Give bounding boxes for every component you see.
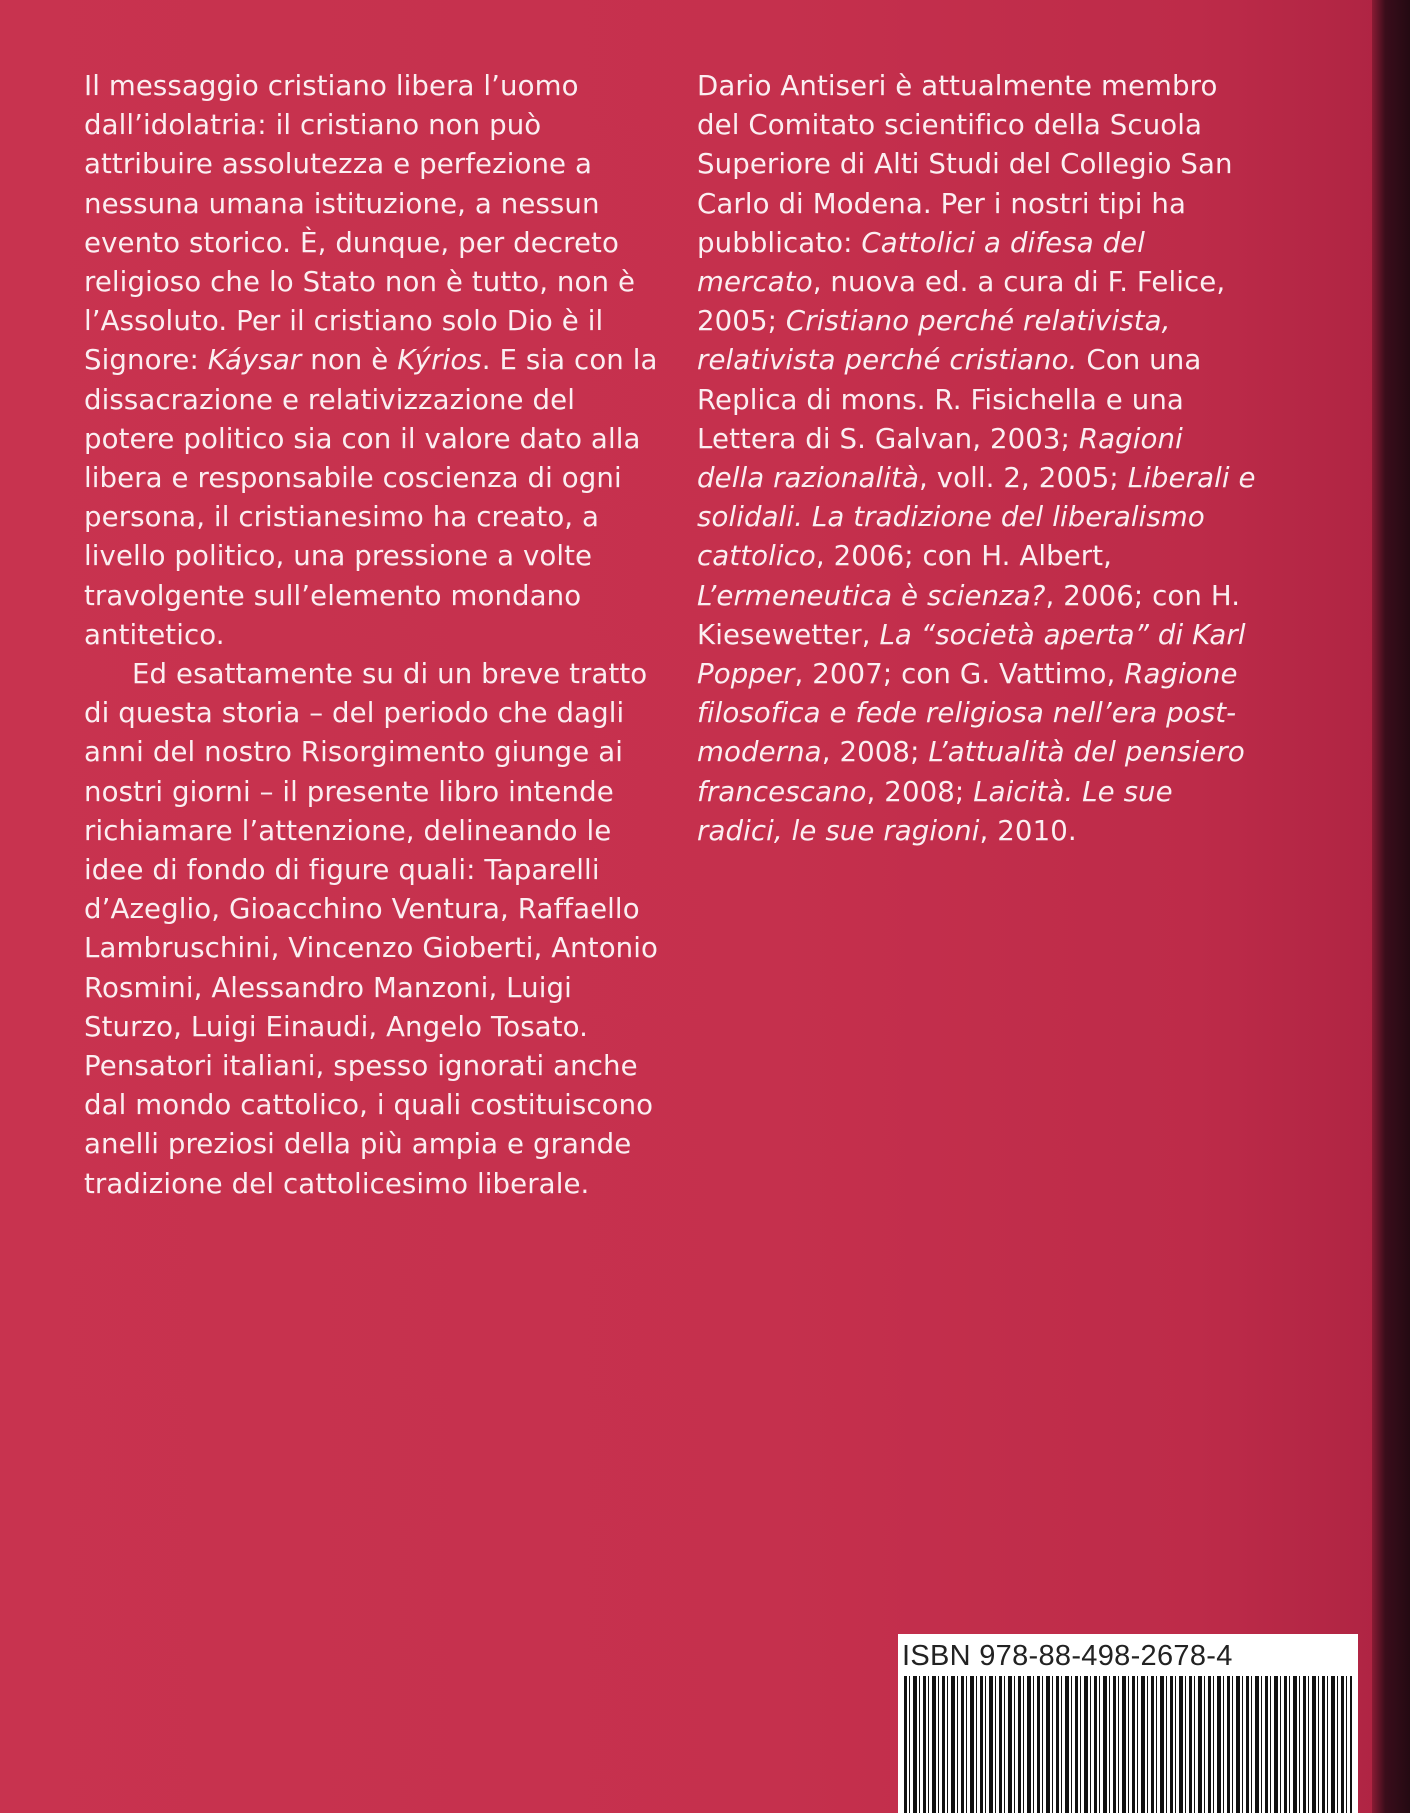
blurb-column (84, 66, 674, 1203)
barcode-label (898, 1634, 1358, 1813)
author-bio-column (697, 66, 1257, 850)
blurb-paragraph-1: Il messaggio cristiano libera l’uomo dall’idolatria: il cristiano non può attribuire assolutezza e perfezione a nessuna umana istituzione, a nessun evento storico. È, dunque, per decreto religioso che lo Stato non è tutto, non è l’Assoluto. Per il cristiano solo Dio è il Signore: Káysar non è Kýrios. E sia con la dissacrazione e relativizzazione del potere politico sia con il valore dato alla libera e responsabile coscienza di ogni persona, il cristianesimo ha creato, a livello politico, una pressione a volte travolgente sull’elemento mondano antitetico. (84, 69, 658, 651)
isbn-number: ISBN 978-88-498-2678-4 (902, 1640, 1233, 1672)
barcode-bars (904, 1676, 1352, 1813)
spine-edge (1372, 0, 1410, 1813)
author-bio-paragraph: Dario Antiseri è attualmente membro del Comitato scientifico della Scuola Superiore di Alti Studi del Collegio San Carlo di Modena. Per i nostri tipi ha pubblicato: Cattolici a difesa del mercato, nuova ed. a cura di F. Felice, 2005; Cristiano perché relativista, relativista perché cristiano. Con una Replica di mons. R. Fisichella e una Lettera di S. Galvan, 2003; Ragioni della razionalità, voll. 2, 2005; Liberali e solidali. La tradizione del liberalismo cattolico, 2006; con H. Albert, L’ermeneutica è scienza?, 2006; con H. Kiesewetter, La “società aperta” di Karl Popper, 2007; con G. Vattimo, Ragione filosofica e fede religiosa nell’era post-moderna, 2008; L’attualità del pensiero francescano, 2008; Laicità. Le sue radici, le sue ragioni, 2010. (697, 69, 1256, 847)
blurb-paragraph-2: Ed esattamente su di un breve tratto di questa storia – del periodo che dagli anni del nostro Risorgimento giunge ai nostri giorni – il presente libro intende richiamare l’attenzione, delineando le idee di fondo di figure quali: Taparelli d’Azeglio, Gioacchino Ventura, Raffaello Lambruschini, Vincenzo Gioberti, Antonio Rosmini, Alessandro Manzoni, Luigi Sturzo, Luigi Einaudi, Angelo Tosato. Pensatori italiani, spesso ignorati anche dal mondo cattolico, i quali costituiscono anelli preziosi della più ampia e grande tradizione del cattolicesimo liberale. (84, 657, 659, 1200)
